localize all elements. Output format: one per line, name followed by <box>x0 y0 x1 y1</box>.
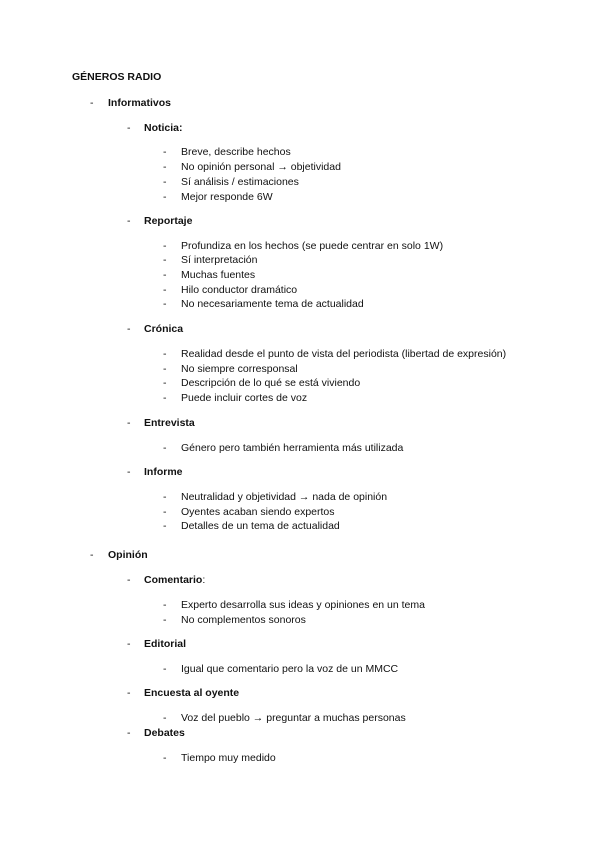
bullet-dash: - <box>90 549 94 561</box>
bullet-dash: - <box>127 574 131 586</box>
subsection-heading-encuesta: Encuesta al oyente <box>144 687 240 699</box>
list-item: Oyentes acaban siendo expertos <box>181 506 335 518</box>
bullet-dash: - <box>127 687 131 699</box>
section-heading-opinion: Opinión <box>108 549 148 561</box>
subsection-heading-editorial: Editorial <box>144 638 187 650</box>
bullet-dash: - <box>163 363 167 375</box>
bullet-dash: - <box>163 240 167 252</box>
bullet-dash: - <box>163 377 167 389</box>
subsection-heading-informe: Informe <box>144 466 183 478</box>
bullet-dash: - <box>163 506 167 518</box>
bullet-dash: - <box>163 491 167 503</box>
list-item: No necesariamente tema de actualidad <box>181 298 364 310</box>
subsection-heading-noticia: Noticia: <box>144 122 183 134</box>
subsection-heading-debates: Debates <box>144 727 185 739</box>
list-item: Tiempo muy medido <box>181 752 276 764</box>
subsection-heading-reportaje: Reportaje <box>144 215 193 227</box>
bullet-dash: - <box>163 284 167 296</box>
list-item: No opinión personal → objetividad <box>181 161 341 173</box>
bullet-dash: - <box>163 520 167 532</box>
list-item: Igual que comentario pero la voz de un MMCC <box>181 663 399 675</box>
bullet-dash: - <box>90 97 94 109</box>
subsection-suffix: : <box>202 574 206 586</box>
bullet-dash: - <box>163 752 167 764</box>
list-item: Realidad desde el punto de vista del periodista (libertad de expresión) <box>181 348 507 360</box>
bullet-dash: - <box>127 122 131 134</box>
list-item: Voz del pueblo → preguntar a muchas personas <box>181 712 406 724</box>
bullet-dash: - <box>127 466 131 478</box>
bullet-dash: - <box>163 176 167 188</box>
bullet-dash: - <box>163 392 167 404</box>
subsection-heading-entrevista: Entrevista <box>144 417 195 429</box>
bullet-dash: - <box>163 298 167 310</box>
bullet-dash: - <box>163 614 167 626</box>
bullet-dash: - <box>127 417 131 429</box>
page-title: GÉNEROS RADIO <box>72 71 162 83</box>
bullet-dash: - <box>163 599 167 611</box>
subsection-heading-cronica: Crónica <box>144 323 184 335</box>
list-item: Género pero también herramienta más utilizada <box>181 442 404 454</box>
list-item: Neutralidad y objetividad → nada de opinión <box>181 491 388 503</box>
bullet-dash: - <box>127 215 131 227</box>
subsection-label: Comentario <box>144 574 203 586</box>
bullet-dash: - <box>163 191 167 203</box>
list-item: Breve, describe hechos <box>181 146 291 158</box>
list-item: Puede incluir cortes de voz <box>181 392 308 404</box>
bullet-dash: - <box>163 663 167 675</box>
bullet-dash: - <box>127 727 131 739</box>
bullet-dash: - <box>163 348 167 360</box>
bullet-dash: - <box>127 638 131 650</box>
list-item: Sí interpretación <box>181 254 258 266</box>
list-item: Profundiza en los hechos (se puede centrar en solo 1W) <box>181 240 444 252</box>
list-item: Detalles de un tema de actualidad <box>181 520 340 532</box>
list-item: No siempre corresponsal <box>181 363 298 375</box>
list-item: Hilo conductor dramático <box>181 284 298 296</box>
bullet-dash: - <box>163 269 167 281</box>
bullet-dash: - <box>163 254 167 266</box>
bullet-dash: - <box>163 712 167 724</box>
list-item: Experto desarrolla sus ideas y opiniones en un tema <box>181 599 425 611</box>
list-item: Descripción de lo qué se está viviendo <box>181 377 361 389</box>
bullet-dash: - <box>163 442 167 454</box>
bullet-dash: - <box>163 146 167 158</box>
list-item: No complementos sonoros <box>181 614 306 626</box>
bullet-dash: - <box>163 161 167 173</box>
list-item: Sí análisis / estimaciones <box>181 176 299 188</box>
subsection-heading-comentario <box>144 574 205 587</box>
list-item: Mejor responde 6W <box>181 191 273 203</box>
bullet-dash: - <box>127 323 131 335</box>
list-item: Muchas fuentes <box>181 269 256 281</box>
section-heading-informativos: Informativos <box>108 97 172 109</box>
